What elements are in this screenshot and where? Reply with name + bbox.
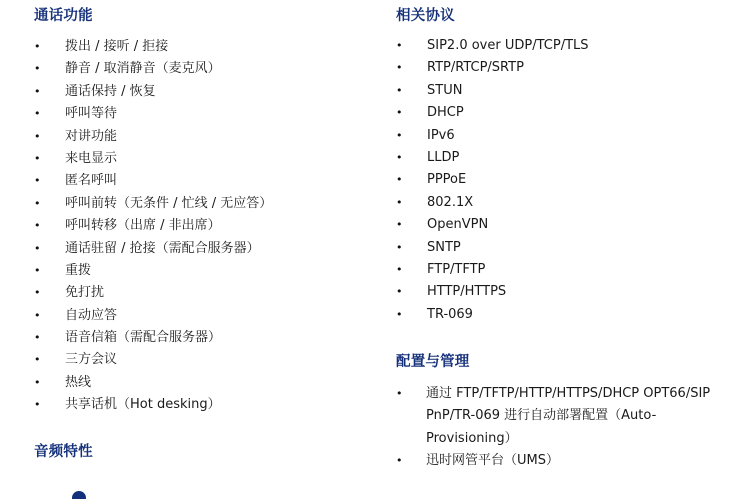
call-features-heading: 通话功能 (34, 8, 93, 24)
bullet-icon: • (34, 174, 41, 188)
list-item: • 通过 FTP/TFTP/HTTP/HTTPS/DHCP OPT66/SIP PnP/TR-069 进行自动部署配置（Auto-Provisioning） (396, 383, 741, 450)
cropped-icon (72, 491, 86, 499)
bullet-icon: • (34, 308, 41, 322)
bullet-icon: • (396, 61, 403, 75)
bullet-icon: • (396, 150, 403, 164)
bullet-icon: • (34, 263, 41, 277)
bullet-icon: • (34, 375, 41, 389)
audio-features-heading: 音频特性 (34, 444, 93, 460)
bullet-icon: • (396, 106, 403, 120)
bullet-icon: • (396, 218, 403, 232)
bullet-icon: • (34, 84, 41, 98)
bullet-icon: • (34, 40, 41, 53)
bullet-icon: • (34, 107, 41, 121)
bullet-icon: • (34, 353, 41, 367)
bullet-icon: • (34, 129, 41, 143)
bullet-icon: • (396, 240, 403, 254)
bullet-icon: • (34, 196, 41, 210)
bullet-icon: • (396, 285, 403, 299)
bullet-icon: • (34, 219, 41, 233)
bullet-icon: • (396, 387, 403, 400)
bullet-icon: • (34, 241, 41, 255)
bullet-icon: • (396, 173, 403, 187)
bullet-icon: • (396, 83, 403, 97)
bullet-icon: • (396, 39, 403, 52)
bullet-icon: • (34, 286, 41, 300)
bullet-icon: • (34, 62, 41, 76)
bullet-icon: • (396, 128, 403, 142)
list-item: • 迅时网管平台（UMS） (396, 450, 741, 472)
bullet-icon: • (34, 331, 41, 345)
protocols-heading: 相关协议 (396, 8, 455, 24)
bullet-icon: • (396, 195, 403, 209)
bullet-icon: • (34, 151, 41, 165)
bullet-icon: • (396, 262, 403, 276)
bullet-icon: • (34, 398, 41, 412)
bullet-icon: • (396, 307, 403, 321)
config-management-heading: 配置与管理 (396, 354, 470, 370)
bullet-icon: • (396, 454, 403, 467)
